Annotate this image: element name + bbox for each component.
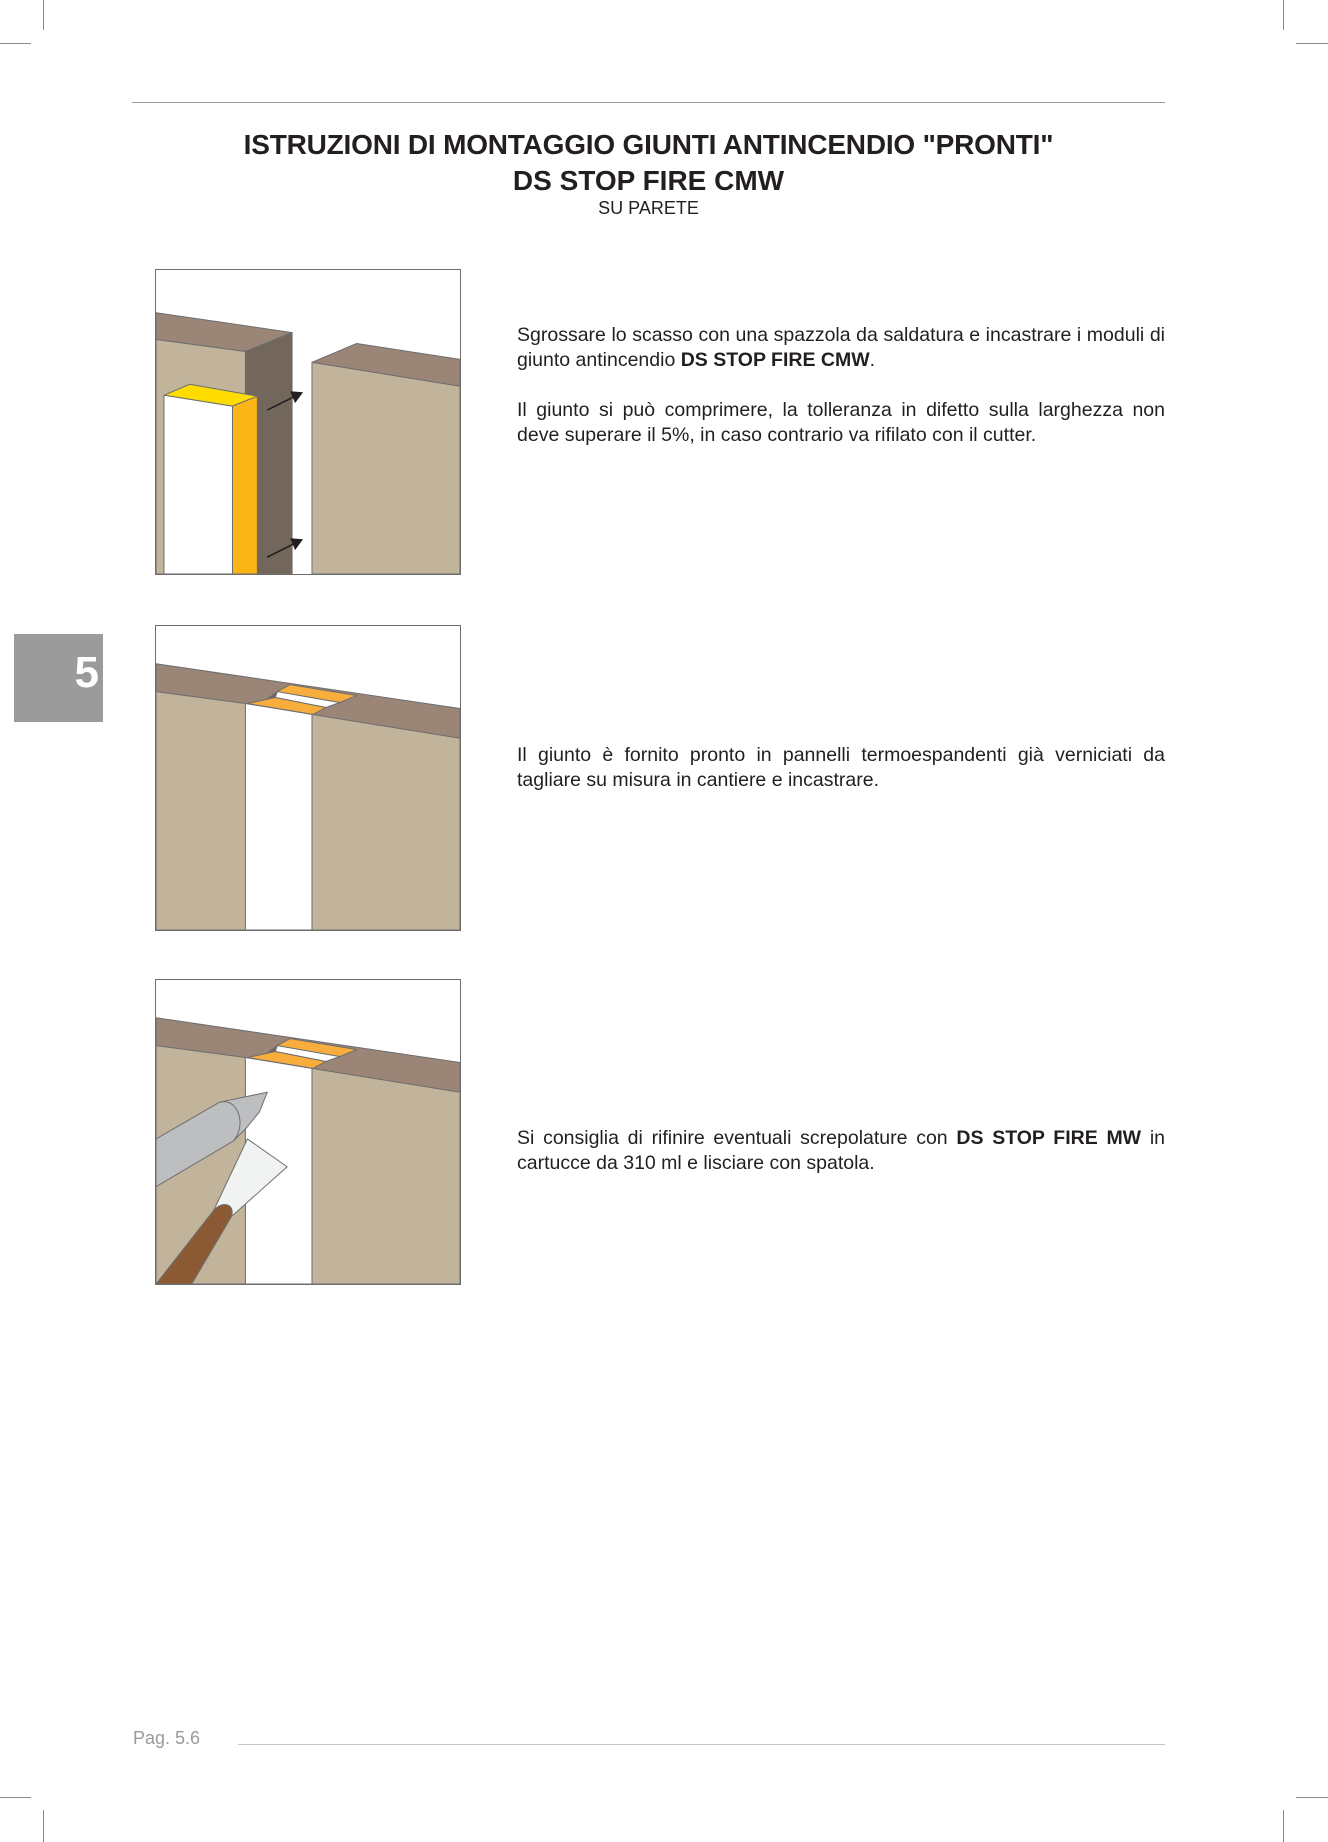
crop-mark-top-right-vertical <box>1283 0 1284 30</box>
header-rule <box>132 102 1165 103</box>
figure-panel-in-joint <box>155 625 461 931</box>
page-number: Pag. 5.6 <box>133 1728 201 1748</box>
section-tab <box>14 634 103 722</box>
product-title: DS STOP FIRE CMW <box>512 165 785 196</box>
crop-mark-bottom-left-horizontal <box>0 1797 31 1798</box>
step-2-text <box>517 743 1165 793</box>
step-3-text <box>517 1126 1165 1176</box>
step-1-paragraph-2: Il giunto si può comprimere, la tolleranza in difetto sulla larghezza non deve superare il 5%, in caso contrario va rifilato con il cutter. <box>517 399 1165 446</box>
footer-rule <box>238 1744 1165 1745</box>
crop-mark-top-left-vertical <box>43 0 44 30</box>
step-1-text <box>517 323 1165 448</box>
product-name: DS STOP FIRE CMW <box>680 349 870 371</box>
step-1-paragraph-1: Sgrossare lo scasso con una spazzola da saldatura e incastrare i moduli di giunto antincendio DS STOP FIRE CMW. <box>517 324 1165 371</box>
page-title: ISTRUZIONI DI MONTAGGIO GIUNTI ANTINCENDIO "PRONTI" <box>243 129 1054 160</box>
crop-mark-bottom-right-vertical <box>1283 1810 1284 1842</box>
step-2-paragraph-1: Il giunto è fornito pronto in pannelli termoespandenti già verniciati da tagliare su misura in cantiere e incastrare. <box>517 744 1165 791</box>
figure-insert-modules <box>155 269 461 575</box>
crop-mark-bottom-left-vertical <box>43 1810 44 1842</box>
wall-joint-illustration <box>156 270 460 574</box>
page-subtitle: SU PARETE <box>598 198 699 218</box>
step-3-paragraph-1: Si consiglia di rifinire eventuali screpolature con DS STOP FIRE MW in cartucce da 310 ml e lisciare con spatola. <box>517 1127 1165 1174</box>
figure-finishing-sealant <box>155 979 461 1285</box>
wall-joint-illustration <box>156 626 460 930</box>
wall-joint-illustration <box>156 980 460 1284</box>
product-name: DS STOP FIRE MW <box>956 1127 1142 1149</box>
section-number: 5 <box>74 648 99 697</box>
crop-mark-top-right-horizontal <box>1296 43 1328 44</box>
crop-mark-bottom-right-horizontal <box>1296 1797 1328 1798</box>
crop-mark-top-left-horizontal <box>0 43 31 44</box>
